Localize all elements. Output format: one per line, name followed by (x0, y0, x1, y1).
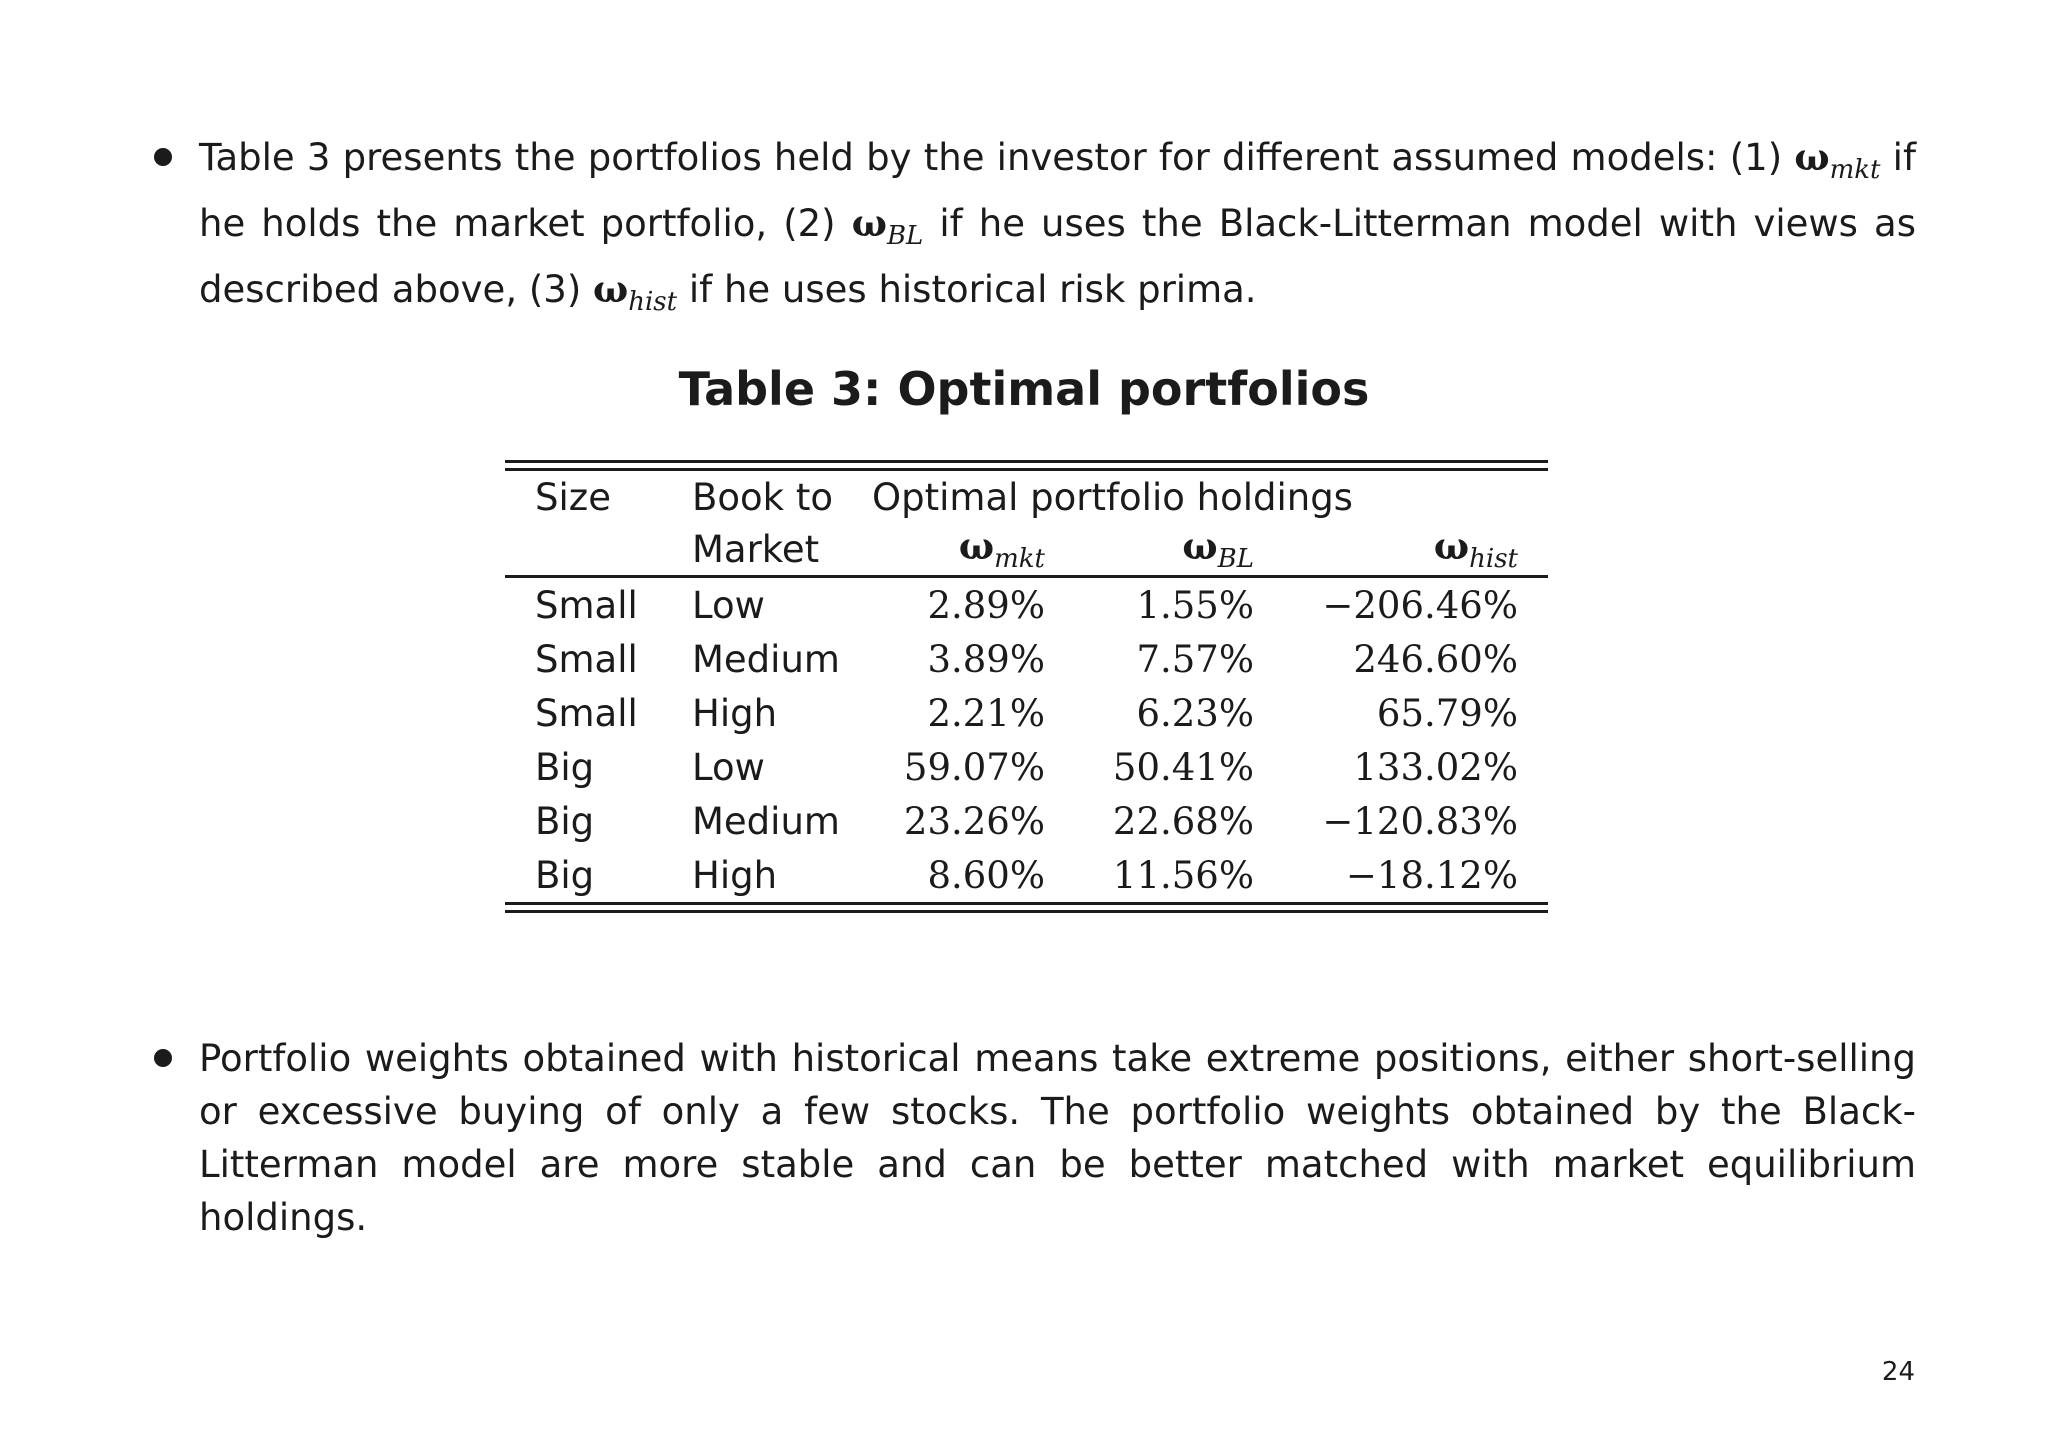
header-omega-hist: $\omega_{hist}$ (1433, 524, 1518, 574)
header-size: Size (535, 475, 611, 519)
cell-hist: −18.12% (1345, 853, 1518, 897)
cell-bl: 6.23% (1136, 691, 1254, 735)
bullet-dot (154, 148, 172, 166)
bullet-intro (199, 131, 1916, 329)
cell-btm: Medium (692, 799, 840, 843)
intro-text-1: Table 3 presents the portfolios held by the investor for different assumed models: (1) (199, 136, 1795, 179)
cell-hist: 246.60% (1353, 637, 1518, 681)
intro-text-2: if he holds the market portfolio, (2) (199, 136, 1916, 245)
header-btm-line2: Market (692, 527, 820, 571)
bullet-dot (154, 1049, 172, 1067)
cell-mkt: 3.89% (927, 637, 1045, 681)
cell-btm: High (692, 853, 778, 897)
omega-bl-symbol: $\omega_{BL}$ (851, 201, 924, 251)
cell-bl: 11.56% (1112, 853, 1254, 897)
cell-bl: 1.55% (1136, 583, 1254, 627)
header-row-2 (505, 523, 1548, 577)
cell-hist: 133.02% (1353, 745, 1518, 789)
bottom-rule (505, 910, 1548, 913)
cell-hist: 65.79% (1376, 691, 1518, 735)
conclusion-text: Portfolio weights obtained with historical means take extreme positions, either short-selling or excessive buying of only a few stocks. The portfolio weights obtained by the Black-Litterman model are more stable and can be better matched with market equilibrium holdings. (199, 1037, 1916, 1239)
table-row (505, 686, 1548, 740)
cell-bl: 22.68% (1112, 799, 1254, 843)
table-body (505, 471, 1548, 902)
cell-hist: −120.83% (1322, 799, 1518, 843)
cell-size: Small (535, 583, 638, 627)
header-row-1 (505, 471, 1548, 523)
cell-bl: 50.41% (1112, 745, 1254, 789)
cell-mkt: 2.21% (927, 691, 1045, 735)
cell-btm: High (692, 691, 778, 735)
intro-text-4: if he uses historical risk prima. (677, 268, 1257, 311)
cell-btm: Medium (692, 637, 840, 681)
cell-btm: Low (692, 745, 765, 789)
cell-size: Big (535, 745, 595, 789)
cell-mkt: 23.26% (903, 799, 1045, 843)
header-omega-bl: $\omega_{BL}$ (1182, 524, 1254, 574)
header-omega-mkt: $\omega_{mkt}$ (958, 524, 1045, 574)
cell-size: Big (535, 853, 595, 897)
cell-btm: Low (692, 583, 765, 627)
omega-mkt-symbol: $\omega_{mkt}$ (1794, 135, 1881, 185)
cell-hist: −206.46% (1322, 583, 1518, 627)
optimal-portfolios-table (505, 460, 1548, 913)
table-row (505, 794, 1548, 848)
header-btm-line1: Book to (692, 475, 833, 519)
cell-size: Small (535, 637, 638, 681)
table-row (505, 577, 1548, 633)
table-caption: Table 3: Optimal portfolios (678, 362, 1370, 416)
table-row (505, 632, 1548, 686)
cell-mkt: 2.89% (927, 583, 1045, 627)
intro-text-3: if he uses the Black-Litterman model with views as described above, (3) (199, 202, 1916, 311)
omega-hist-symbol: $\omega_{hist}$ (593, 267, 678, 317)
cell-mkt: 8.60% (927, 853, 1045, 897)
cell-bl: 7.57% (1136, 637, 1254, 681)
cell-size: Small (535, 691, 638, 735)
cell-mkt: 59.07% (903, 745, 1045, 789)
bullet-conclusion (199, 1032, 1916, 1244)
header-holdings: Optimal portfolio holdings (872, 475, 1353, 519)
cell-size: Big (535, 799, 595, 843)
table-row (505, 848, 1548, 902)
page-number: 24 (1881, 1357, 1915, 1387)
table-row (505, 740, 1548, 794)
